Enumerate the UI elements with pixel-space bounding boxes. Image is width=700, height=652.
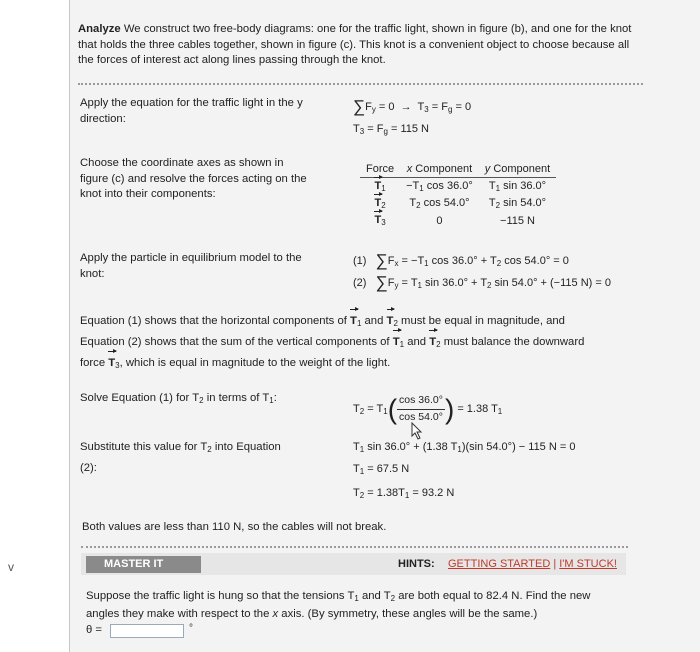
equation-1: (1) $\sum F_x = -T_1$ $\cos 36.0^\circ + T_2$ cos 54.0° = 0 <box>353 251 569 270</box>
col-y: y Component <box>479 160 556 178</box>
intro-lead: Analyze <box>78 23 121 35</box>
table-row: $T_2$ $T_2$ cos 54.0° $T_2$ sin 54.0° <box>360 195 556 212</box>
col-x: x Component <box>400 160 479 178</box>
step5-line1: $T_1$ sin 36.0° + (1.38 $T_1)(\sin$ 54.0°) − 115 N = 0 <box>353 441 576 454</box>
step5-label: Substitute this value for $T_2$ into Equation (2): <box>80 441 281 474</box>
hints-separator: | <box>553 558 557 570</box>
intro-paragraph <box>78 22 638 69</box>
step4-label: Solve Equation (1) for $T_2$ in terms of $T_1$: <box>80 392 277 405</box>
conclusion: Both values are less than 110 N, so the cables will not break. <box>82 521 387 533</box>
step2-label: Choose the coordinate axes as shown in figure (c) and resolve the forces acting on the knot into their components: <box>80 157 307 200</box>
components-table <box>360 160 556 229</box>
divider-bottom <box>81 546 628 548</box>
mouse-cursor-icon <box>410 422 424 440</box>
divider-top <box>78 83 643 85</box>
intro-text: We construct two free-body diagrams: one for the traffic light, shown in figure (b), and one for the knot that holds the three cables together, shown in figure (c). This knot is a convenient object to choose because all the forces of interest act along lines passing through the knot. <box>78 23 632 66</box>
row2-y: $T_2$ sin 54.0° <box>488 197 547 210</box>
row3-y: −115 N <box>500 214 535 227</box>
hints-links <box>448 557 617 573</box>
explanation-paragraph: Equation (1) shows that the horizontal components of $T_1$ and $T_2$ must be equal in magnitude, and Equation (2) shows that the sum of the vertical components of $T_1$ and $T_2$ must balance the downward force $T_3$, which is equal in magnitude to the weight of the light. <box>80 312 640 375</box>
side-mark: v <box>8 560 14 574</box>
step1-label: Apply the equation for the traffic light in the y direction: <box>80 97 303 125</box>
angle-answer-input[interactable] <box>110 624 184 638</box>
row1-y: $T_1$ sin 36.0° <box>488 180 547 193</box>
equation-2: (2) $\sum F_y = T_1$ $\sin 36.0^\circ + T_2$ sin 54.0° + (−115 N) = 0 <box>353 273 611 292</box>
problem-text: Suppose the traffic light is hung so that the tensions $T_1$ and $T_2$ are both equal to 82.4 N. Find the new angles they make with respect to the x axis. (By symmetry, these angles will be the same.) <box>86 590 591 620</box>
im-stuck-link[interactable]: I'M STUCK! <box>559 558 617 570</box>
table-row: $T_3$ 0 −115 N <box>360 212 556 229</box>
master-it-button[interactable]: MASTER IT <box>86 556 201 573</box>
row1-x: $-T_1$ cos 36.0° <box>406 180 473 193</box>
hints-label: HINTS: <box>398 558 435 570</box>
row3-x: 0 <box>436 214 443 227</box>
theta-label: θ = <box>86 624 103 636</box>
step4-equation: $T_2 = T_1$( $\frac{\cos 36.0^\circ}{\cos 54.0^\circ}$ ) = 1.38 $T_1$ <box>353 393 503 425</box>
row2-x: $T_2$ cos 54.0° <box>409 197 470 210</box>
table-row: $T_1$ $-T_1$ cos 36.0° $T_1$ sin 36.0° <box>360 178 556 196</box>
step5-line3: $T_2 = 1.38T_1 = 93.2$ N <box>353 487 455 500</box>
getting-started-link[interactable]: GETTING STARTED <box>448 558 551 570</box>
col-force: Force <box>360 160 400 178</box>
step5-line2: $T_1 = 67.5$ N <box>353 463 410 476</box>
step1-eq2: $T_3 = F_g = 115$ N <box>353 123 429 136</box>
step3-label: Apply the particle in equilibrium model to the knot: <box>80 252 302 280</box>
step1-eq1: $\sum F_y = 0 \to T_3 = F_g = 0$ <box>353 97 472 116</box>
degree-unit: ° <box>189 623 193 634</box>
